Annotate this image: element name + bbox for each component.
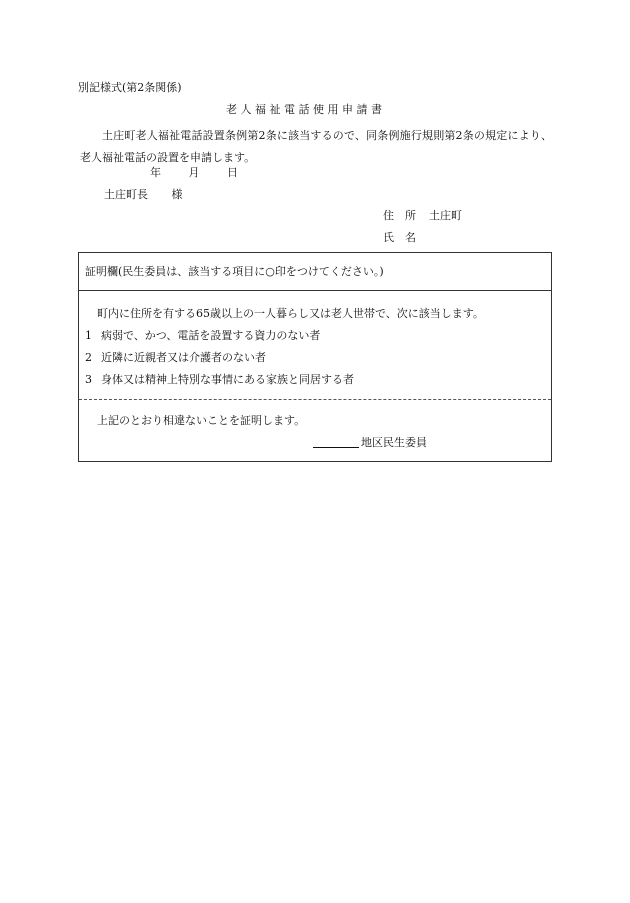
certification-item (85, 352, 266, 363)
applicant-address-row (383, 210, 462, 221)
certification-item-number: 3 (85, 373, 92, 386)
applicant-name-label: 氏 名 (383, 231, 416, 244)
certification-item (85, 374, 354, 385)
addressee-honorific: 様 (171, 188, 183, 201)
document-title: 老人福祉電話使用申請書 (226, 103, 386, 116)
date-line (150, 167, 238, 178)
certification-statement: 上記のとおり相違ないことを証明します。 (97, 414, 306, 427)
signature-suffix: 地区民生委員 (361, 436, 427, 449)
certification-item (85, 330, 320, 341)
applicant-address-label: 住 所 (383, 209, 416, 222)
certification-item-number: 1 (85, 329, 92, 342)
dashed-divider (79, 399, 551, 400)
certification-header (79, 253, 551, 291)
addressee-name: 土庄町長 (104, 188, 148, 201)
certification-box (78, 252, 552, 462)
applicant-name-row (383, 232, 429, 243)
certification-intro: 町内に住所を有する65歳以上の一人暮らし又は老人世帯で、次に該当します。 (97, 307, 484, 320)
applicant-address-value: 土庄町 (429, 209, 462, 222)
certification-item-number: 2 (85, 351, 92, 364)
application-body-text: 土庄町老人福祉電話設置条例第2条に該当するので、同条例施行規則第2条の規定により、老人福祉電話の設置を申請します。 (80, 129, 552, 164)
addressee-line (104, 189, 183, 200)
form-reference: 別記様式(第2条関係) (78, 81, 182, 94)
certification-item-text: 近隣に近親者又は介護者のない者 (101, 351, 266, 364)
date-year-label: 年 (150, 166, 161, 179)
date-day-label: 日 (227, 166, 238, 179)
certification-header-text: 証明欄(民生委員は、該当する項目に○印をつけてください。) (85, 265, 384, 278)
certification-item-text: 病弱で、かつ、電話を設置する資力のない者 (101, 329, 321, 342)
date-month-label: 月 (188, 166, 200, 179)
signature-blank (313, 437, 359, 448)
certification-item-text: 身体又は精神上特別な事情にある家族と同居する者 (101, 373, 354, 386)
signature-line (313, 437, 427, 448)
